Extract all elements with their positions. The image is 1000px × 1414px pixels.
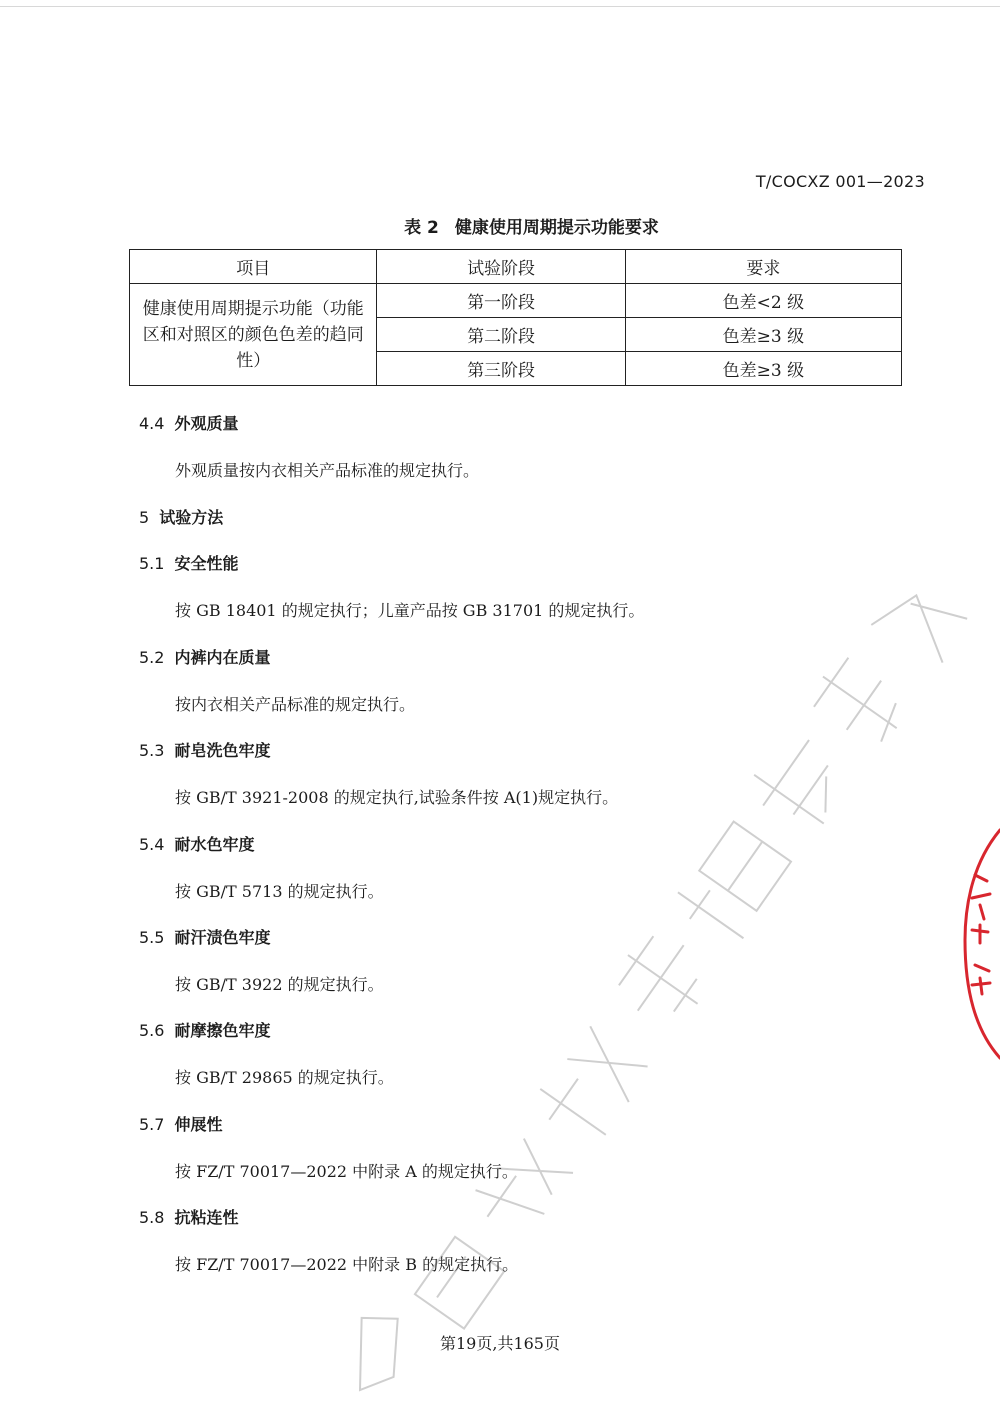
requirement-cell: 色差≥3 级 [625,352,901,386]
table-caption-title: 健康使用周期提示功能要求 [454,218,659,238]
section-text-5-6: 按 GB/T 29865 的规定执行。 [175,1068,394,1087]
table-caption-number: 表 2 [404,218,439,238]
section-text-5-5: 按 GB/T 3922 的规定执行。 [175,975,384,994]
section-text-5-3: 按 GB/T 3921-2008 的规定执行,试验条件按 A(1)规定执行。 [175,788,619,807]
document-code: T/COCXZ 001—2023 [755,172,925,191]
requirement-cell: 色差<2 级 [625,284,901,318]
header-item: 项目 [130,250,377,284]
page-footer: 第19页,共165页 [440,1334,560,1353]
section-heading-5-1: 5.1 安全性能 [139,554,239,573]
section-text-5-1: 按 GB 18401 的规定执行；儿童产品按 GB 31701 的规定执行。 [175,601,645,620]
header-requirement: 要求 [625,250,901,284]
table-caption [0,213,1000,238]
section-text-5-2: 按内衣相关产品标准的规定执行。 [175,695,416,714]
top-edge-rule [0,6,1000,7]
section-heading-5-7: 5.7 伸展性 [139,1115,223,1134]
item-cell: 健康使用周期提示功能（功能区和对照区的颜色色差的趋同性） [130,284,377,386]
section-text-5-4: 按 GB/T 5713 的规定执行。 [175,882,384,901]
stage-cell: 第三阶段 [377,352,625,386]
section-heading-5-4: 5.4 耐水色牢度 [139,835,255,854]
stage-cell: 第二阶段 [377,318,625,352]
section-heading-5-2: 5.2 内裤内在质量 [139,648,271,667]
table-row [130,284,902,318]
section-text-5-7: 按 FZ/T 70017—2022 中附录 A 的规定执行。 [175,1162,518,1181]
section-heading-5-6: 5.6 耐摩擦色牢度 [139,1021,271,1040]
requirements-table [129,249,902,386]
requirement-cell: 色差≥3 级 [625,318,901,352]
stage-cell: 第一阶段 [377,284,625,318]
table-header-row [130,250,902,284]
section-heading-5-3: 5.3 耐皂洗色牢度 [139,741,271,760]
header-stage: 试验阶段 [377,250,625,284]
section-heading-5-8: 5.8 抗粘连性 [139,1208,239,1227]
section-heading-5-5: 5.5 耐汗渍色牢度 [139,928,271,947]
section-heading-5: 5 试验方法 [139,508,224,527]
section-text-5-8: 按 FZ/T 70017—2022 中附录 B 的规定执行。 [175,1255,519,1274]
section-heading-4-4: 4.4 外观质量 [139,414,239,433]
section-text-4-4: 外观质量按内衣相关产品标准的规定执行。 [175,461,480,480]
